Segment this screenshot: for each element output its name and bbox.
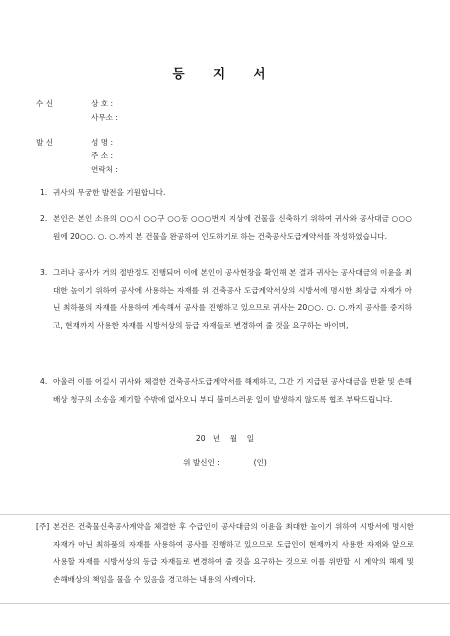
document-title: 등 지 서 — [172, 66, 278, 81]
paragraph-1 — [40, 184, 412, 202]
recipient-name-label: 상 호 : — [91, 99, 114, 108]
signature-line: 위 발신인 : (인) — [183, 458, 267, 467]
sender-heading: 발 신 — [36, 138, 54, 147]
paragraph-number: 1. — [40, 188, 48, 197]
note-tag: [주] — [36, 522, 50, 531]
paragraph-number: 2. — [40, 214, 48, 223]
recipient-heading: 수 신 — [36, 99, 54, 108]
date-line: 20 년 월 일 — [195, 434, 255, 443]
section-divider — [0, 514, 450, 515]
paragraph-number: 3. — [40, 268, 48, 277]
note-block — [36, 518, 414, 588]
sender-contact-label: 연락처 : — [91, 165, 118, 174]
recipient-office-label: 사무소 : — [91, 113, 118, 122]
bottom-divider — [0, 603, 450, 604]
paragraph-4 — [40, 373, 412, 408]
sender-name-label: 성 명 : — [91, 138, 114, 147]
paragraph-2 — [40, 210, 412, 245]
sender-address-label: 주 소 : — [91, 151, 114, 160]
paragraph-text: 아울러 이를 어길시 귀사와 체결한 건축공사도급계약서를 해제하고, 그간 기 지급된 공사대금을 반환 및 손해배상 청구의 소송을 제기할 수밖에 없사오니 부디 불미스러운 일이 발생하지 않도록 협조 부탁드립니다. — [53, 377, 412, 404]
paragraph-3 — [40, 264, 412, 334]
paragraph-text: 본인은 본인 소유의 ○○시 ○○구 ○○동 ○○○번지 지상에 건물을 신축하기 위하여 귀사와 공사대금 ○○○원에 20○○. ○. ○.까지 본 건물을 완공하여 인도하기로 하는 건축공사도급계약서를 작성하였습니다. — [53, 214, 412, 241]
paragraph-text: 그러나 공사가 거의 절반정도 진행되어 이에 본인이 공사현장을 확인해 본 결과 귀사는 공사대금의 이윤을 최대한 높이기 위하여 공사에 사용하는 자재를 위 건축공사 도급계약서상의 시방서에 명시한 최상급 자재가 아닌 최하품의 자재를 사용하여 계속해서 공사를 진행하고 있으므로 귀사는 20○○. ○. ○.까지 공사를 중지하고, 현재까지 사용한 자재를 시방서상의 등급 자재들로 변경하여 줄 것을 요구하는 바이며, — [53, 268, 412, 330]
note-text: 본건은 건축물신축공사계약을 체결한 후 수급인이 공사대금의 이윤을 최대한 높이기 위하여 시방서에 명시한 자재가 아닌 최하품의 자재를 사용하여 공사를 진행하고 있으므로 도급인이 현재까지 사용한 자재와 앞으로 사용할 자재를 시방서상의 등급 자재들로 변경하여 줄 것을 요구하는 것으로 이를 위반할 시 계약의 해제 및 손해배상의 책임을 물을 수 있음을 경고하는 내용의 사례이다. — [53, 522, 414, 584]
paragraph-text: 귀사의 무궁한 발전을 기원합니다. — [53, 188, 166, 197]
paragraph-number: 4. — [40, 377, 48, 386]
